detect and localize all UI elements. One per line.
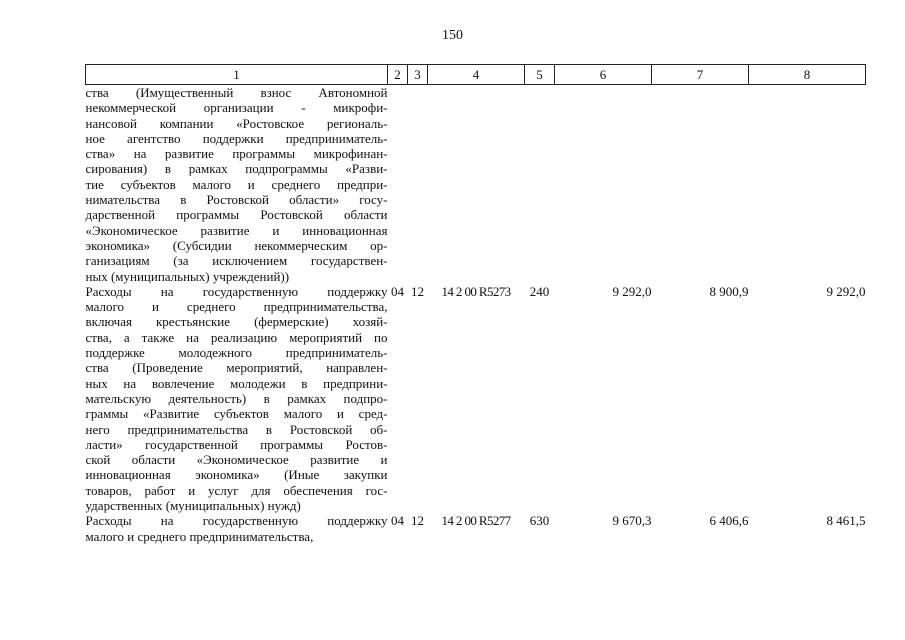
subsection-code: 12 — [411, 283, 424, 299]
description-line: сирования) в рамках подпрограммы «Разви- — [85, 161, 388, 177]
description-line: мательскую деятельность) в рамках подпро- — [85, 390, 388, 406]
target-article-code — [428, 85, 525, 284]
description-line: граммы «Развитие субъектов малого и сред- — [85, 406, 388, 422]
amount-col-7: 8 900,9 — [709, 283, 749, 299]
section-code: 04 — [391, 283, 404, 299]
description-line: тие субъектов малого и среднего предпри- — [85, 176, 388, 192]
amount-col-6: 9 292,0 — [612, 283, 652, 299]
description-line: нансовой компании «Ростовское региональ- — [85, 115, 388, 131]
description-line: ства (Проведение мероприятий, направлен- — [85, 360, 388, 376]
description-line: инновационная экономика» (Иные закупки — [85, 467, 388, 483]
description-line: «Экономическое развитие и инновационная — [85, 222, 388, 238]
description-line: поддержке молодежного предприниматель- — [85, 345, 388, 361]
description-line: ства (Имущественный взнос Автономной — [85, 85, 388, 100]
description-line: ласти» государственной программы Ростов- — [85, 436, 388, 452]
budget-table — [85, 64, 866, 544]
expense-type-code — [525, 85, 555, 284]
table-row — [86, 85, 866, 284]
row-description — [86, 85, 388, 284]
header-col-1: 1 — [86, 65, 388, 85]
table-row — [86, 284, 866, 513]
description-line: ской области «Экономическое развитие и — [85, 452, 388, 468]
description-line: ства, а также на реализацию мероприятий по — [85, 329, 388, 345]
description-line: дарственной программы Ростовской области — [85, 207, 388, 223]
description-line: Расходы на государственную поддержку — [85, 283, 388, 299]
page-number: 150 — [442, 28, 463, 43]
description-line: него предпринимательства в Ростовской об- — [85, 421, 388, 437]
description-line: ства» на развитие программы микрофинан- — [85, 146, 388, 162]
description-line: ных (муниципальных) учреждений)) — [85, 268, 290, 284]
amount-col-8 — [749, 85, 866, 284]
header-col-6: 6 — [555, 65, 652, 85]
target-article-code: 14 2 00 R5273 — [441, 283, 511, 299]
header-col-2: 2 — [388, 65, 408, 85]
description-line: малого и среднего предпринимательства, — [85, 528, 314, 544]
row-description — [86, 513, 388, 544]
expense-type-code: 240 — [529, 283, 550, 299]
description-line: включая крестьянские (фермерские) хозяй- — [85, 314, 388, 330]
subsection-code: 12 — [411, 513, 424, 529]
description-line: ное агентство поддержки предприниматель- — [85, 130, 388, 146]
header-col-7: 7 — [652, 65, 749, 85]
table-row — [86, 513, 866, 544]
amount-col-8: 8 461,5 — [826, 513, 866, 529]
header-col-3: 3 — [408, 65, 428, 85]
header-col-4: 4 — [428, 65, 525, 85]
description-line: Расходы на государственную поддержку — [85, 513, 388, 529]
description-line: ганизациям (за исключением государствен- — [85, 253, 388, 269]
header-col-8: 8 — [749, 65, 866, 85]
amount-col-7: 6 406,6 — [709, 513, 749, 529]
description-line: ударственных (муниципальных) нужд) — [85, 498, 301, 514]
table-header-row — [86, 65, 866, 85]
description-line: некоммерческой организации - микрофи- — [85, 100, 388, 116]
row-description — [86, 284, 388, 513]
amount-col-6: 9 670,3 — [612, 513, 652, 529]
description-line: экономика» (Субсидии некоммерческим ор- — [85, 237, 388, 253]
amount-col-6 — [555, 85, 652, 284]
expense-type-code: 630 — [529, 513, 550, 529]
section-code: 04 — [391, 513, 404, 529]
amount-col-7 — [652, 85, 749, 284]
description-line: ных на вовлечение молодежи в предприни- — [85, 375, 388, 391]
target-article-code: 14 2 00 R5277 — [441, 513, 511, 529]
description-line: малого и среднего предпринимательства, — [85, 299, 388, 315]
header-col-5: 5 — [525, 65, 555, 85]
description-line: товаров, работ и услуг для обеспечения гос- — [85, 482, 388, 498]
subsection-code — [408, 85, 428, 284]
section-code — [388, 85, 408, 284]
amount-col-8: 9 292,0 — [826, 283, 866, 299]
description-line: нимательства в Ростовской области» госу- — [85, 192, 388, 208]
